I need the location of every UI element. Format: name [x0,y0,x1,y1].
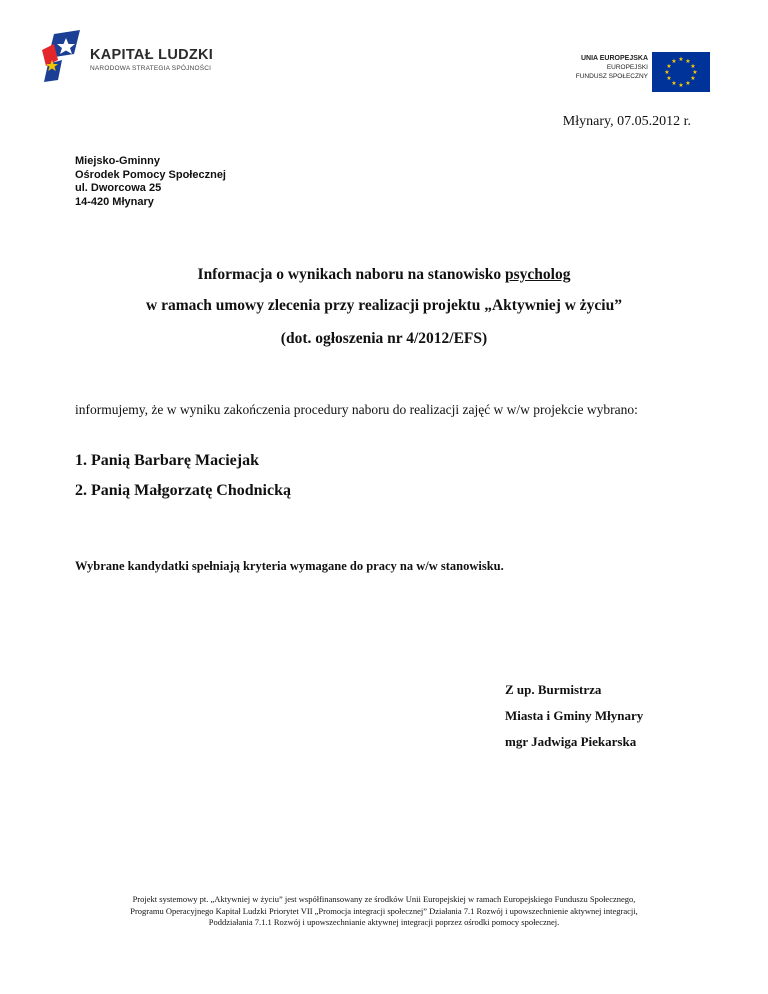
document-date: Młynary, 07.05.2012 r. [562,114,691,129]
footer-line-1: Projekt systemowy pt. „Aktywniej w życiu” jest współfinansowany ze środków Unii Europejskiej w ramach Europejskiego Funduszu Społecznego, [132,894,636,904]
address-line-2: Ośrodek Pomocy Społecznej [75,168,226,181]
address-line-4: 14-420 Młynary [75,195,154,208]
kapital-ludzki-title: KAPITAŁ LUDZKI [90,47,214,63]
eu-logo-line-2: EUROPEJSKI [606,64,648,71]
criteria-statement: Wybrane kandydatki spełniają kryteria wymagane do pracy na w/w stanowisku. [75,559,504,573]
project-footer [50,894,718,929]
signature-line-2: Miasta i Gminy Młynary [505,708,644,723]
svg-text:★: ★ [666,75,672,82]
svg-text:★: ★ [685,58,691,65]
kapital-ludzki-subtitle: NARODOWA STRATEGIA SPÓJNOŚCI [90,65,212,72]
title-prefix: Informacja o wynikach naboru na stanowisko [197,266,505,283]
document-title-line-3: (dot. ogłoszenia nr 4/2012/EFS) [280,330,488,347]
kapital-ludzki-emblem-icon [40,30,86,82]
eu-flag-icon [652,52,710,92]
footer-line-3: Poddziałania 7.1.1 Rozwój i upowszechnianie aktywnej integracji poprzez ośrodki pomocy społecznej. [208,917,560,927]
svg-text:★: ★ [685,80,691,87]
document-title-line-1 [0,266,768,284]
svg-text:★: ★ [678,82,684,89]
address-line-3: ul. Dworcowa 25 [75,182,162,194]
address-line-1: Miejsko-Gminny [75,155,160,167]
svg-text:★: ★ [666,63,672,70]
eu-logo-line-1: UNIA EUROPEJSKA [580,55,648,62]
svg-text:★: ★ [671,80,677,87]
footer-line-2: Programu Operacyjnego Kapitał Ludzki Priorytet VII „Promocja integracji społecznej” Działania 7.1 Rozwój i upowszechnienie aktywnej integracji, [130,905,638,916]
eu-efs-logo [560,52,710,96]
signature-block [505,677,643,755]
svg-text:★: ★ [664,69,670,76]
sender-address [75,155,226,209]
signature-line-1: Z up. Burmistrza [505,682,602,697]
signature-line-3: mgr Jadwiga Piekarska [505,734,637,749]
candidate-2: 2. Panią Małgorzatę Chodnicką [75,482,291,499]
candidate-1: 1. Panią Barbarę Maciejak [75,452,259,469]
svg-text:★: ★ [690,75,696,82]
document-title-line-2: w ramach umowy zlecenia przy realizacji projektu „Aktywniej w życiu” [146,297,622,314]
title-position: psycholog [505,266,571,283]
svg-text:★: ★ [671,58,677,65]
svg-text:★: ★ [692,69,698,76]
svg-text:★: ★ [678,56,684,63]
intro-paragraph: informujemy, że w wyniku zakończenia procedury naboru do realizacji zajęć w w/w projekcie wybrano: [75,402,638,417]
kapital-ludzki-logo [40,30,240,86]
eu-logo-text [576,54,648,81]
svg-text:★: ★ [690,63,696,70]
eu-logo-line-3: FUNDUSZ SPOŁECZNY [575,73,648,80]
